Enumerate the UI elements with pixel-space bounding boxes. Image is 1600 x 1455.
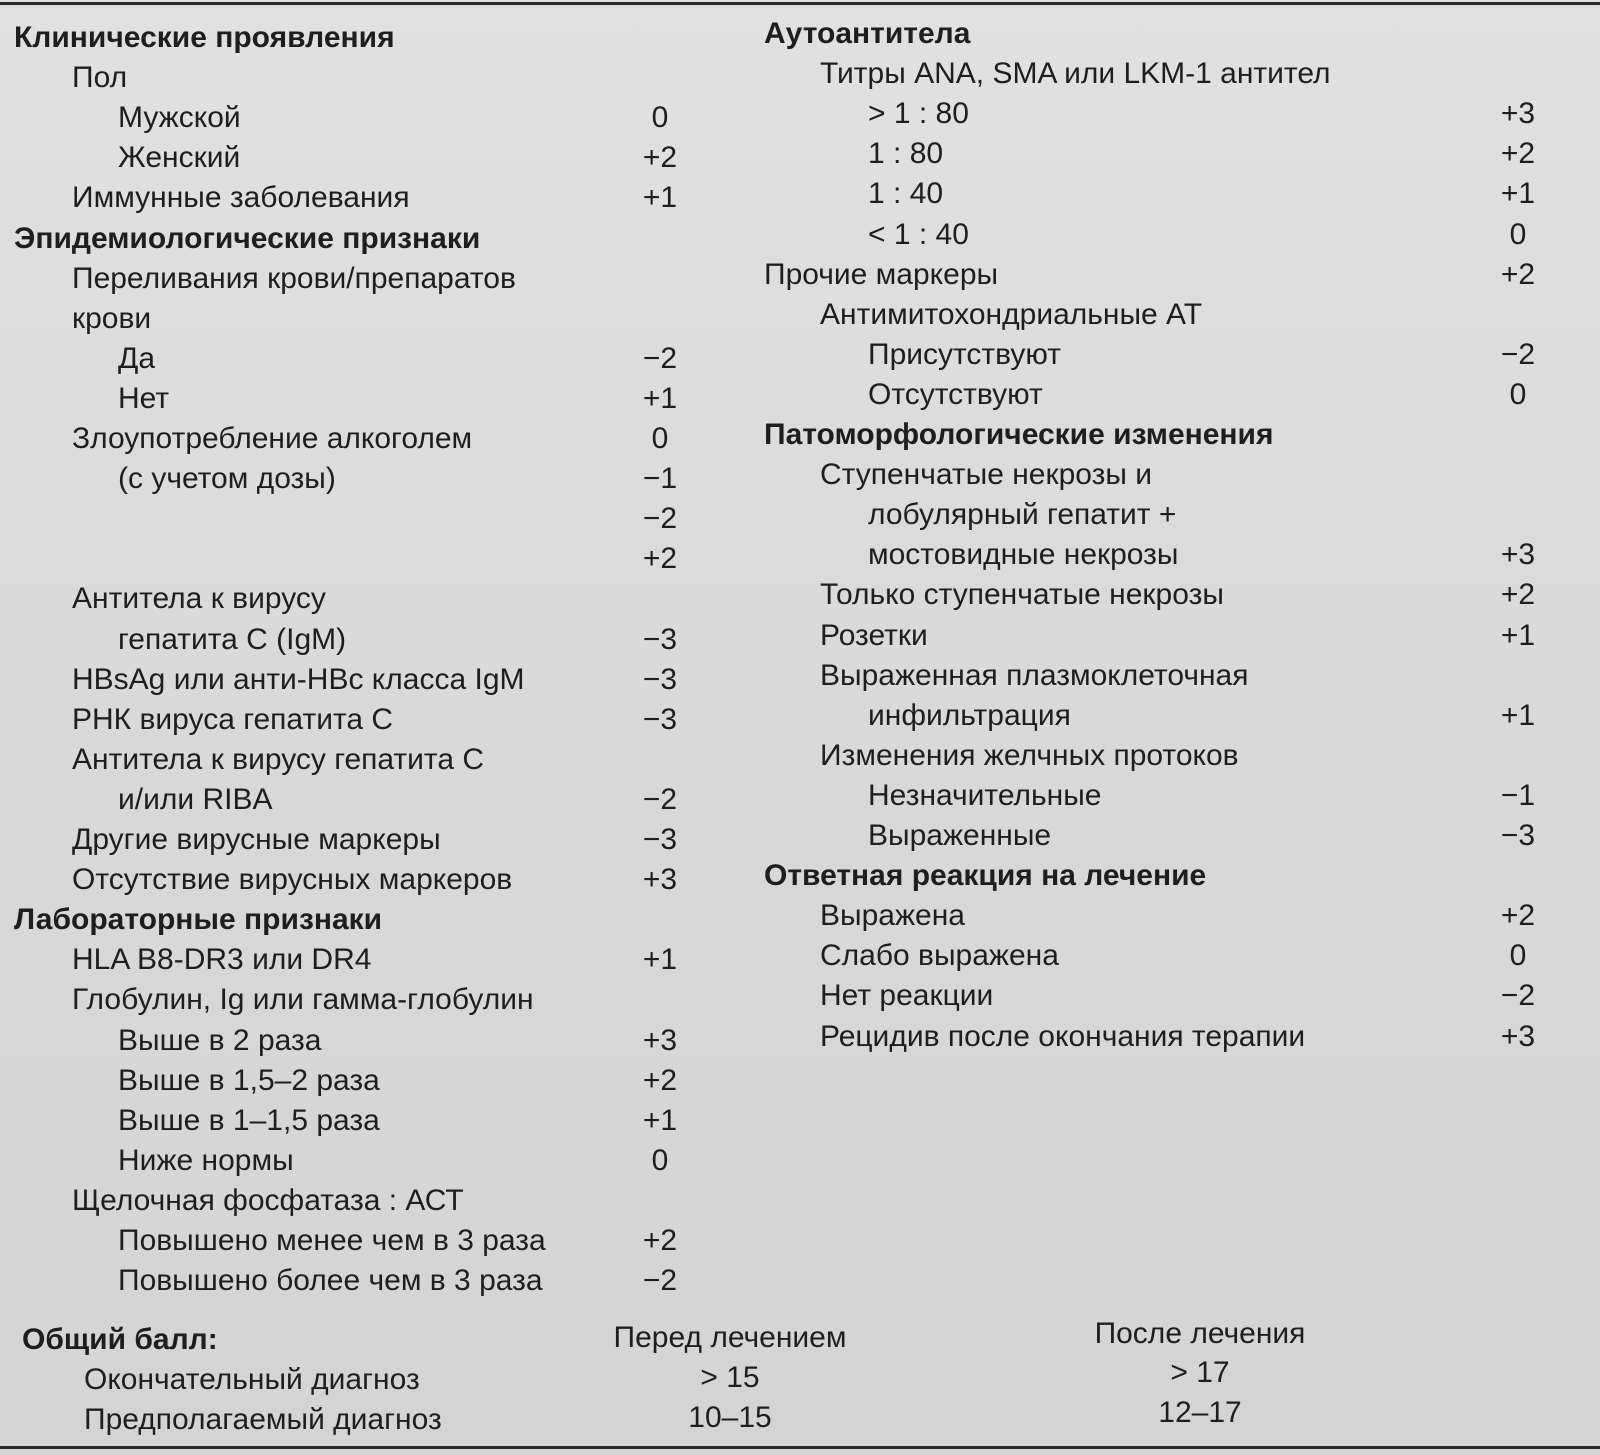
score-value: +1 xyxy=(1500,618,1536,652)
score-value: 0 xyxy=(1509,939,1527,973)
right-criterion-row xyxy=(770,816,1536,856)
score-value: +3 xyxy=(1500,1019,1536,1053)
score-value: +2 xyxy=(1500,137,1536,171)
after-treatment-header: После лечения xyxy=(1094,1317,1306,1350)
criterion-label: Ниже нормы xyxy=(118,1143,294,1177)
left-criterion-row xyxy=(0,740,690,780)
section-title: Аутоантитела xyxy=(764,17,971,50)
criterion-label: Отсутствуют xyxy=(868,377,1043,411)
left-criterion-row xyxy=(0,299,690,339)
right-criterion-row xyxy=(770,335,1536,375)
criterion-label: Прочие маркеры xyxy=(764,257,999,291)
left-criterion-row xyxy=(0,780,690,820)
left-criterion-row xyxy=(0,700,690,740)
score-value: +2 xyxy=(642,542,678,576)
criterion-label: Выше в 2 раза xyxy=(118,1023,322,1057)
left-criterion-row xyxy=(0,620,690,660)
criterion-label: < 1 : 40 xyxy=(868,217,969,251)
left-criterion-row xyxy=(0,1021,690,1061)
right-criterion-row xyxy=(770,696,1536,736)
right-criterion-row xyxy=(770,976,1536,1016)
probable-diagnosis-label: Предполагаемый диагноз xyxy=(84,1403,442,1436)
left-criterion-row xyxy=(0,1101,690,1141)
score-value: −3 xyxy=(642,662,678,696)
criterion-label: Глобулин, Ig или гамма-глобулин xyxy=(72,983,534,1017)
score-value: −2 xyxy=(642,502,678,536)
left-criterion-row xyxy=(0,820,690,860)
probable-diagnosis-after: 12–17 xyxy=(1158,1396,1242,1429)
criterion-label: Злоупотребление алкоголем xyxy=(72,422,473,455)
before-treatment-header: Перед лечением xyxy=(613,1321,847,1354)
score-value: −2 xyxy=(642,1264,678,1298)
left-criterion-row xyxy=(0,660,690,700)
criterion-label: Выражена xyxy=(820,899,965,933)
criterion-label: 1 : 80 xyxy=(868,137,944,171)
score-value: +1 xyxy=(642,381,678,415)
right-criterion-row xyxy=(770,94,1536,134)
right-criterion-row xyxy=(770,215,1530,255)
score-value: +2 xyxy=(642,1063,678,1097)
left-criterion-row xyxy=(0,58,690,98)
right-criterion-row xyxy=(770,535,1536,575)
criterion-label: Выраженная плазмоклеточная xyxy=(820,658,1249,692)
right-criterion-row xyxy=(770,936,1530,976)
score-value: −3 xyxy=(642,702,678,736)
score-value: +2 xyxy=(1500,578,1536,612)
criterion-label: Мужской xyxy=(118,101,241,135)
left-section-heading xyxy=(0,900,690,940)
score-value: +2 xyxy=(642,141,678,175)
top-rule xyxy=(0,2,1600,5)
score-value: +2 xyxy=(1500,257,1536,291)
left-criterion-row xyxy=(0,98,690,138)
criterion-label: Только ступенчатые некрозы xyxy=(820,578,1224,612)
criterion-label: Выше в 1,5–2 раза xyxy=(118,1063,380,1097)
left-criterion-row xyxy=(0,1141,690,1181)
criterion-label: Антитела к вирусу xyxy=(72,582,326,616)
right-criterion-row xyxy=(770,134,1536,174)
criterion-label: Другие вирусные маркеры xyxy=(72,823,441,856)
left-criterion-row xyxy=(0,860,690,900)
section-title: Эпидемиологические признаки xyxy=(14,221,481,255)
criterion-label: Женский xyxy=(118,141,241,175)
criterion-label: Антитела к вирусу гепатита С xyxy=(72,742,485,776)
criterion-label: Повышено более чем в 3 раза xyxy=(118,1264,543,1298)
criterion-label: > 1 : 80 xyxy=(868,97,969,131)
criterion-label: Присутствуют xyxy=(868,337,1062,371)
definite-diagnosis-after: > 17 xyxy=(1170,1356,1230,1389)
left-criterion-row xyxy=(0,419,690,459)
definite-diagnosis-before: > 15 xyxy=(700,1361,760,1394)
section-title: Лабораторные признаки xyxy=(14,903,383,937)
score-value: −3 xyxy=(642,622,678,656)
criterion-label: Ступенчатые некрозы и xyxy=(820,458,1153,492)
score-value: 0 xyxy=(1509,377,1527,411)
right-criterion-row xyxy=(770,375,1530,415)
criterion-label: 1 : 40 xyxy=(868,177,944,211)
criterion-label: Рецидив после окончания терапии xyxy=(820,1019,1306,1053)
score-value: 0 xyxy=(651,422,669,455)
score-value: 0 xyxy=(1509,217,1527,251)
right-criterion-row xyxy=(770,295,1530,335)
score-value: −2 xyxy=(1500,337,1536,371)
score-value: −2 xyxy=(642,782,678,816)
criterion-label: инфильтрация xyxy=(868,698,1071,732)
criterion-label: Розетки xyxy=(820,618,928,652)
score-value: 0 xyxy=(651,1143,669,1177)
left-criterion-row xyxy=(0,539,690,579)
right-section-heading xyxy=(764,856,1530,896)
criterion-label: Незначительные xyxy=(868,778,1102,812)
criterion-label: Выраженные xyxy=(868,819,1052,852)
left-criterion-row xyxy=(0,499,690,539)
score-value: 0 xyxy=(651,101,669,135)
criterion-label: Отсутствие вирусных маркеров xyxy=(72,863,513,897)
score-value: −3 xyxy=(1500,819,1536,852)
score-value: −3 xyxy=(642,823,678,856)
right-criterion-row xyxy=(770,1017,1536,1057)
criterion-label: HBsAg или анти-HBc класса IgM xyxy=(72,662,525,696)
right-criterion-row xyxy=(770,174,1536,214)
right-section-heading xyxy=(764,415,1530,455)
right-criterion-row xyxy=(770,656,1530,696)
section-title: Клинические проявления xyxy=(14,21,395,54)
score-value: +1 xyxy=(1500,177,1536,211)
criterion-label: Слабо выражена xyxy=(820,939,1059,973)
left-section-heading xyxy=(0,18,690,58)
left-criterion-row xyxy=(0,1181,690,1221)
right-criterion-row xyxy=(770,616,1536,656)
criterion-label: Нет реакции xyxy=(820,979,994,1013)
section-title: Ответная реакция на лечение xyxy=(764,859,1207,893)
right-criterion-row xyxy=(770,54,1530,94)
left-section-heading xyxy=(0,219,690,259)
probable-diagnosis-before: 10–15 xyxy=(688,1401,772,1434)
left-criterion-row xyxy=(0,980,690,1020)
right-criterion-row xyxy=(770,736,1530,776)
criterion-label: Иммунные заболевания xyxy=(72,181,410,215)
score-value: +1 xyxy=(642,943,678,977)
right-criterion-row xyxy=(770,455,1530,495)
left-criterion-row xyxy=(0,1061,690,1101)
right-criterion-row xyxy=(770,575,1536,615)
score-value: +2 xyxy=(1500,899,1536,933)
right-criterion-row xyxy=(764,255,1536,295)
score-value: +3 xyxy=(1500,538,1536,572)
score-value: −2 xyxy=(1500,979,1536,1013)
criterion-label: гепатита С (IgM) xyxy=(118,622,347,656)
score-value: +1 xyxy=(642,181,678,215)
criterion-label: Повышено менее чем в 3 раза xyxy=(118,1224,546,1257)
right-criterion-row xyxy=(770,896,1536,936)
score-value: +2 xyxy=(642,1224,678,1257)
score-value: +1 xyxy=(642,1103,678,1137)
left-criterion-row xyxy=(0,339,690,379)
left-criterion-row xyxy=(0,940,690,980)
left-criterion-row xyxy=(0,1261,690,1301)
score-value: +3 xyxy=(642,863,678,897)
criterion-label: крови xyxy=(72,301,152,335)
criterion-label: Переливания крови/препаратов xyxy=(72,261,516,295)
score-value: −1 xyxy=(1500,778,1536,812)
left-criterion-row xyxy=(0,1221,690,1261)
score-value: +3 xyxy=(642,1023,678,1057)
score-value: +3 xyxy=(1500,97,1536,131)
left-criterion-row xyxy=(0,178,690,218)
left-criterion-row xyxy=(0,579,690,619)
score-value: +1 xyxy=(1500,698,1536,732)
criterion-label: Пол xyxy=(72,61,128,95)
left-criterion-row xyxy=(0,459,690,499)
criterion-label: Нет xyxy=(118,381,170,415)
score-value: −2 xyxy=(642,341,678,375)
right-criterion-row xyxy=(770,776,1536,816)
criterion-label: Изменения желчных протоков xyxy=(820,738,1239,772)
definite-diagnosis-label: Окончательный диагноз xyxy=(84,1363,420,1396)
left-criterion-row xyxy=(0,259,690,299)
bottom-rule xyxy=(0,1446,1600,1449)
criterion-label: лобулярный гепатит + xyxy=(868,498,1177,532)
left-criterion-row xyxy=(0,138,690,178)
criterion-label: и/или RIBA xyxy=(118,782,273,816)
criterion-label: РНК вируса гепатита С xyxy=(72,702,394,736)
criterion-label: мостовидные некрозы xyxy=(868,538,1179,572)
criterion-label: (с учетом дозы) xyxy=(118,462,336,496)
total-score-title: Общий балл: xyxy=(22,1323,218,1356)
left-criterion-row xyxy=(0,379,690,419)
section-title: Патоморфологические изменения xyxy=(764,418,1274,451)
criterion-label: Выше в 1–1,5 раза xyxy=(118,1103,380,1137)
criterion-label: Титры ANA, SMA или LKM-1 антител xyxy=(820,57,1331,91)
criterion-label: Да xyxy=(118,341,156,375)
score-value: −1 xyxy=(642,462,678,496)
criterion-label: Антимитохондриальные АТ xyxy=(820,297,1203,331)
criterion-label: HLA B8-DR3 или DR4 xyxy=(72,943,372,977)
right-criterion-row xyxy=(770,495,1530,535)
criterion-label: Щелочная фосфатаза : АСТ xyxy=(72,1183,464,1217)
right-section-heading xyxy=(764,14,1530,54)
